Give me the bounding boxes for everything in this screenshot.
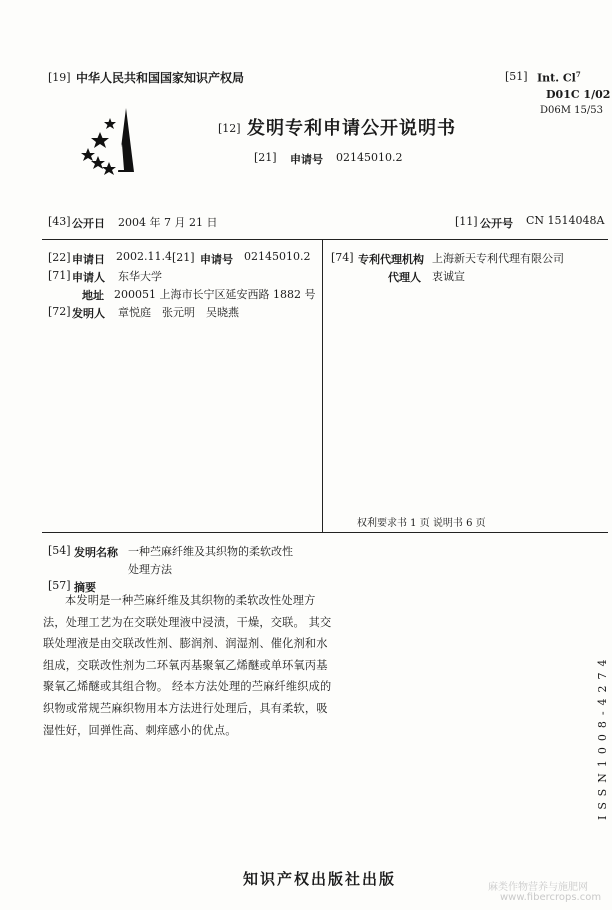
pub-date-value: 2004 年 7 月 21 日 <box>118 216 218 229</box>
left-appno-label: 申请号 <box>200 253 233 266</box>
page-count: 权利要求书 1 页 说明书 6 页 <box>357 518 486 529</box>
title-line-2: 处理方法 <box>128 563 172 576</box>
filing-code: [22] <box>48 251 71 264</box>
applicant-value: 东华大学 <box>118 270 162 283</box>
inventor-label: 发明人 <box>72 307 105 320</box>
title-label: 发明名称 <box>74 546 118 559</box>
abstract-code: [57] <box>48 579 71 592</box>
rule-top <box>42 239 608 240</box>
abstract-text: 本发明是一种苎麻纤维及其织物的柔软改性处理方法，处理工艺为在交联处理液中浸渍，干燥，交联。 其交联处理液是由交联改性剂、膨润剂、润湿剂、催化剂和水组成，交联改性剂为二环氧丙基聚氧乙烯醚或单环氧丙基聚氧乙烯醚或其组合物。 经本方法处理的苎麻纤维织成的织物或常规苎麻织物用本方法进行处理后，具有柔软，吸湿性好，回弹性高、刺痒感小的优点。 <box>43 594 332 737</box>
issn-vertical: ISSN1008-4274 <box>596 653 609 820</box>
agent-value: 衷诚宣 <box>432 270 465 283</box>
doc-type: 发明专利申请公开说明书 <box>247 118 456 139</box>
doc-type-code: [12] <box>218 122 241 135</box>
applicant-code: [71] <box>48 269 71 282</box>
applicant-label: 申请人 <box>72 271 105 284</box>
address-value: 200051 上海市长宁区延安西路 1882 号 <box>114 288 316 301</box>
int-cl-code: [51] <box>505 70 528 83</box>
watermark-url: www.fibercrops.com <box>500 892 602 903</box>
inventor-code: [72] <box>48 305 71 318</box>
rule-middle <box>322 240 323 532</box>
office-code: [19] <box>48 71 71 84</box>
address-label: 地址 <box>82 289 104 302</box>
pub-no-label: 公开号 <box>480 217 513 230</box>
publisher: 知识产权出版社出版 <box>243 870 397 888</box>
pub-date-code: [43] <box>48 215 71 228</box>
agency-value: 上海新天专利代理有限公司 <box>432 252 564 265</box>
int-cl-label: Int. Cl$^7$ <box>537 70 581 85</box>
int-cl-2: D06M 15/53 <box>540 105 603 116</box>
title-line-1: 一种苎麻纤维及其织物的柔软改性 <box>128 545 293 558</box>
header-appno-value: 02145010.2 <box>336 151 403 164</box>
pub-no-code: [11] <box>455 215 478 228</box>
header-appno-code: [21] <box>254 151 277 164</box>
left-appno-code: [21] <box>172 251 195 264</box>
agency-label: 专利代理机构 <box>358 253 424 266</box>
filing-value: 2002.11.4 <box>116 250 172 263</box>
header-appno-label: 申请号 <box>290 153 323 166</box>
agent-label: 代理人 <box>388 271 421 284</box>
abstract-label: 摘要 <box>74 581 96 594</box>
pub-no-value: CN 1514048A <box>526 214 605 227</box>
filing-label: 申请日 <box>72 253 105 266</box>
watermark-text: 麻类作物营养与施肥网 <box>488 882 588 893</box>
office-name: 中华人民共和国国家知识产权局 <box>76 71 245 85</box>
left-appno-value: 02145010.2 <box>244 250 311 263</box>
sipo-logo <box>78 104 148 176</box>
rule-bottom <box>42 532 608 533</box>
title-code: [54] <box>48 544 71 557</box>
pub-date-label: 公开日 <box>72 217 105 230</box>
int-cl-1: D01C 1/02 <box>546 88 611 101</box>
inventor-value: 章悦庭 张元明 吴晓燕 <box>118 306 239 319</box>
agency-code: [74] <box>331 251 354 264</box>
